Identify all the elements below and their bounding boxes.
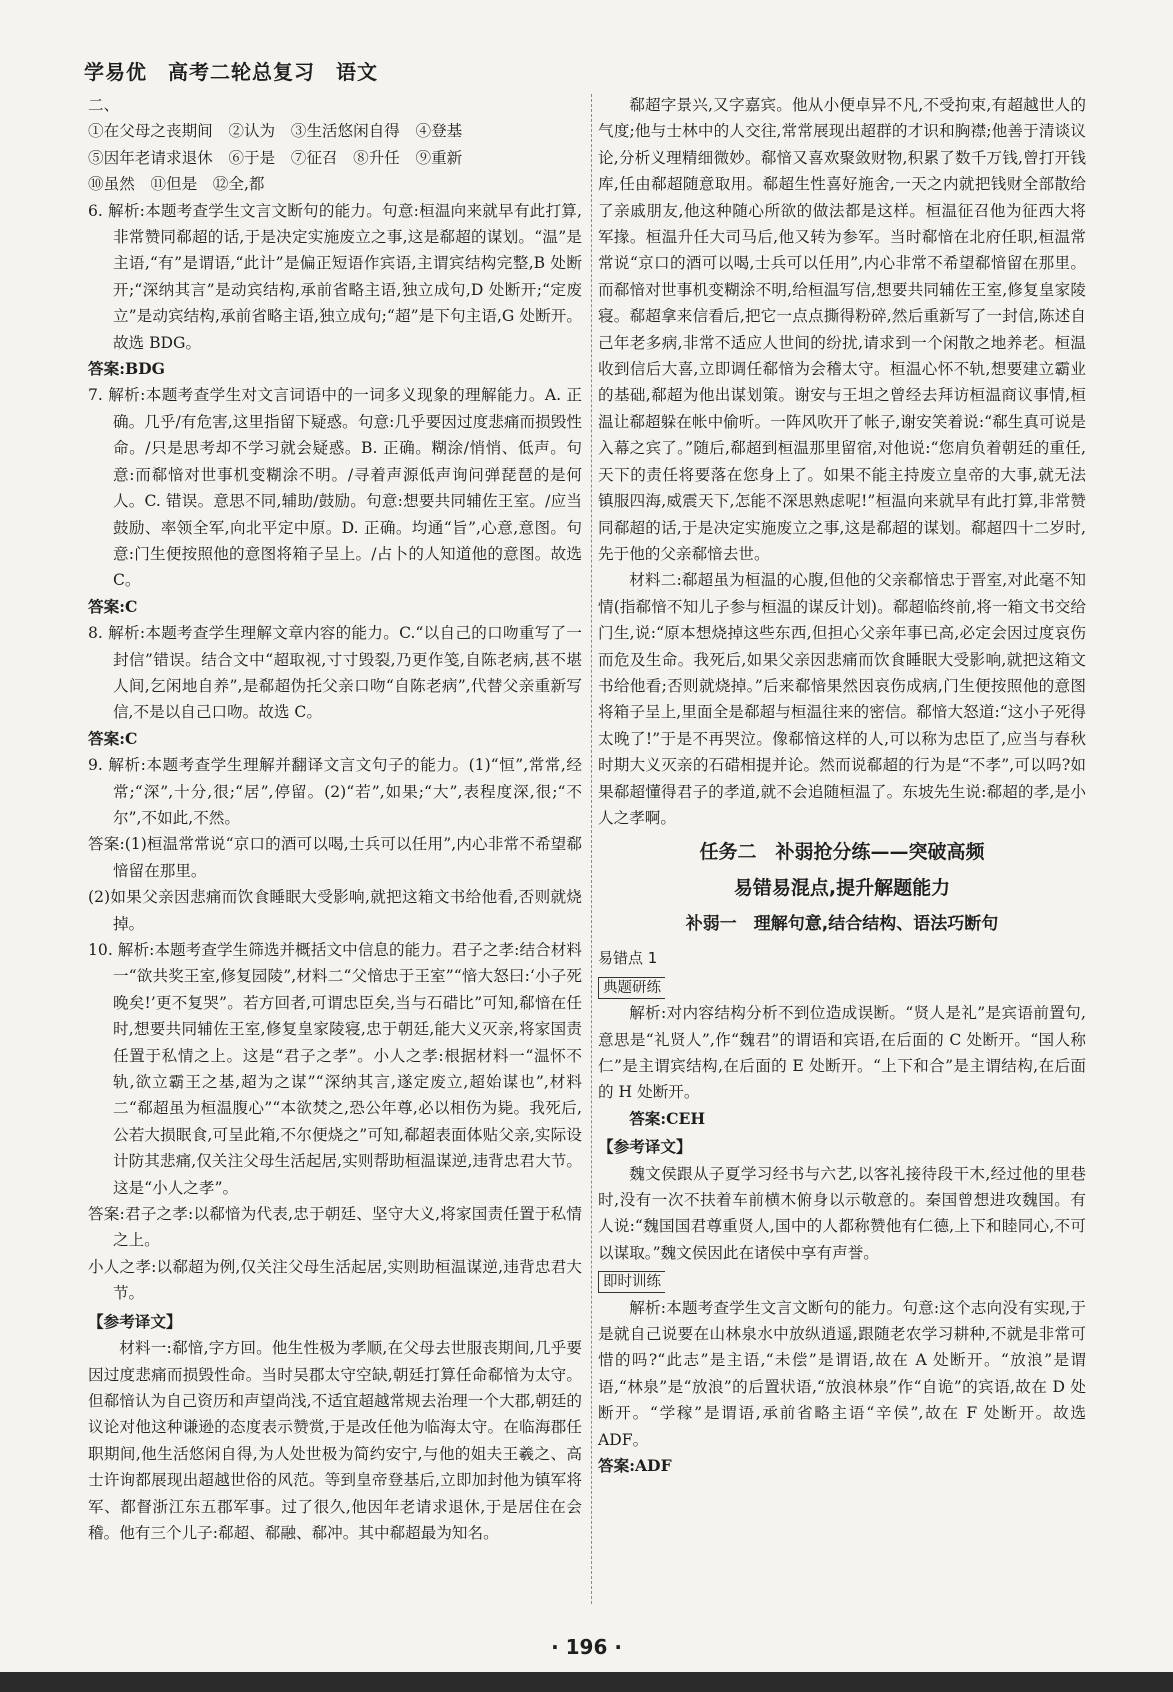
material-one-translation: 材料一:郗愔,字方回。他生性极为孝顺,在父母去世服丧期间,几乎要因过度悲痛而损毁性命。当时吴郡太守空缺,朝廷打算任命郗愔为太守。但郗愔认为自己资历和声望尚浅,不适宜超越常规去治理一个大郡,朝廷的议论对他这种谦逊的态度表示赞赏,于是改任他为临海太守。在临海郡任职期间,他生活悠闲自得,为人处世极为简约安宁,与他的姐夫王羲之、高士许询都展现出超越世俗的风范。等到皇帝登基后,立即加封他为镇军将军、都督浙江东五郡军事。过了很久,他因年老请求退休,于是居住在会稽。他有三个儿子:郗超、郗融、郗冲。其中郗超最为知名。 [88,1339,582,1542]
q10-analysis: 10. 解析:本题考查学生筛选并概括文中信息的能力。君子之孝:结合材料一“欲共奖王室,修复园陵”,材料二“父愔忠于王室”“愔大怒曰:‘小子死晚矣!’更不复哭”。若方回者,可谓忠臣矣,当与石碏比”可知,郗愔在任时,想要共同辅佐王室,修复皇家陵寝,忠于朝廷,能大义灭亲,将家国责任置于私情之上。这是“君子之孝”。小人之孝:根据材料一“温怀不轨,欲立霸王之基,超为之谋”“深纳其言,遂定废立,超始谋也”,材料二“郗超虽为桓温腹心”“本欲焚之,恐公年尊,必以相伤为毙。我死后,公若大损眠食,可呈此箱,不尔便烧之”可知,郗超表面体贴父亲,实际设计防其悲痛,仅关注父母生活起居,实则帮助桓温谋逆,违背忠君大节。这是“小人之孝”。 [88,941,582,1197]
q10-answer-2: 小人之孝:以郗超为例,仅关注父母生活起居,实则助桓温谋逆,违背忠君大节。 [88,1257,582,1303]
q8-analysis: 8. 解析:本题考查学生理解文章内容的能力。C.“以自己的口吻重写了一封信”错误。结合文中“超取视,寸寸毁裂,乃更作笺,自陈老病,甚不堪人间,乞闲地自养”,是郗超伪托父亲口吻“自陈老病”,代替父亲重新写信,不是以自己口吻。故选 C。 [88,624,582,722]
q7-analysis: 7. 解析:本题考查学生对文言词语中的一词多义现象的理解能力。A. 正确。几乎/有危害,这里指留下疑惑。句意:几乎要因过度悲痛而损毁性命。/只是思考却不学习就会疑惑。B. 正确。糊涂/悄悄、低声。句意:而郗愔对世事机变糊涂不明。/寻着声源低声询问弹琵琶的是何人。C. 错误。意思不同,辅助/鼓励。句意:想要共同辅佐王室。/应当鼓励、率领全军,向北平定中原。D. 正确。均通“旨”,心意,意图。句意:门生便按照他的意图将箱子呈上。/占卜的人知道他的意图。故选 C。 [88,386,582,590]
weak-point-one-title: 补弱一 理解句意,结合结构、语法巧断句 [685,914,999,935]
typical-question-tag: 典题研练 [598,977,665,999]
q7-answer: 答案:C [88,596,138,616]
instant-training-tag: 即时训练 [598,1271,665,1293]
q9-answer-2: (2)如果父亲因悲痛而饮食睡眠大受影响,就把这箱文书给他看,否则就烧掉。 [88,888,582,933]
q10-answer-1: 答案:君子之孝:以郗愔为代表,忠于朝廷、坚守大义,将家国责任置于私情之上。 [88,1205,582,1250]
wei-translation: 魏文侯跟从子夏学习经书与六艺,以客礼接待段干木,经过他的里巷时,没有一次不扶着车前横木俯身以示敬意的。秦国曾想进攻魏国。有人说:“魏国国君尊重贤人,国中的人都称赞他有仁德,上下和睦同心,不可以谋取。”魏文侯因此在诸侯中享有声誉。 [598,1164,1086,1262]
typical-analysis: 解析:对内容结构分析不到位造成误断。“贤人是礼”是宾语前置句,意思是“礼贤人”,作“魏君”的谓语和宾语,在后面的 C 处断开。“国人称仁”是主谓宾结构,在后面的 E 处断开。“上下和合”是主谓结构,在后面的 H 处断开。 [598,1004,1086,1102]
training-analysis: 解析:本题考查学生文言文断句的能力。句意:这个志向没有实现,于是就自己说要在山林泉水中放纵逍遥,跟随老农学习耕种,不就是非常可惜的吗?“此志”是主语,“未偿”是谓语,故在 A 处断开。“放浪”是谓语,“林泉”是“放浪”的后置状语,“放浪林泉”作“自诡”的宾语,故在 D 处断开。“学稼”是谓语,承前省略主语“辛侯”,故在 F 处断开。故选 ADF。 [598,1298,1086,1449]
section-marker: 二、 [88,96,120,114]
reference-translation-heading: 【参考译文】 [88,1311,182,1331]
scan-bottom-edge [0,1672,1173,1692]
q6-answer: 答案:BDG [88,359,165,379]
material-one-translation-cont: 郗超字景兴,又字嘉宾。他从小便卓异不凡,不受拘束,有超越世人的气度;他与士林中的人交往,常常展现出超群的才识和胸襟;他善于清谈议论,分析义理精细微妙。郗愔又喜欢聚敛财物,积累了数千万钱,曾打开钱库,任由郗超随意取用。郗超生性喜好施舍,一天之内就把钱财全部散给了亲戚朋友,他这种随心所欲的做法都是这样。桓温征召他为征西大将军掾。桓温升任大司马后,他又转为参军。当时郗愔在北府任职,桓温常常说“京口的酒可以喝,士兵可以任用”,内心非常不希望郗愔留在那里。而郗愔对世事机变糊涂不明,给桓温写信,想要共同辅佐王室,修复皇家陵寝。郗超拿来信看后,把它一点点撕得粉碎,然后重新写了一封信,陈述自己年老多病,非常不适应人世间的纷扰,请求到一个闲散之地养老。桓温收到信后大喜,立即调任郗愔为会稽太守。桓温心怀不轨,想要建立霸业的基础,郗超为他出谋划策。谢安与王坦之曾经去拜访桓温商议事情,桓温让郗超躲在帐中偷听。一阵风吹开了帐子,谢安笑着说:“郗生真可说是入幕之宾了。”随后,郗超到桓温那里留宿,对他说:“您肩负着朝廷的重任,天下的责任将要落在您身上了。如果不能主持废立皇帝的大事,就无法镇服四海,威震天下,怎能不深思熟虑呢!”桓温向来就早有此打算,非常赞同郗超的话,于是决定实施废立之事,这是郗超的谋划。郗超四十二岁时,先于他的父亲郗愔去世。 [598,96,1086,563]
q9-answer-1: 答案:(1)桓温常常说“京口的酒可以喝,士兵可以任用”,内心非常不希望郗愔留在那里。 [88,835,582,880]
column-divider [591,94,592,1604]
vocab-answer-line: ⑩虽然 ⑪但是 ⑫全,都 [88,175,265,194]
reference-translation-heading-2: 【参考译文】 [598,1137,692,1157]
task-two-title-line2: 易错易混点,提升解题能力 [733,877,951,900]
vocab-answer-line: ⑤因年老请求退休 ⑥于是 ⑦征召 ⑧升任 ⑨重新 [88,148,463,167]
error-point-label: 易错点 1 [598,949,658,968]
training-answer: 答案:ADF [598,1456,672,1476]
material-two-translation: 材料二:郗超虽为桓温的心腹,但他的父亲郗愔忠于晋室,对此毫不知情(指郗愔不知儿子参与桓温的谋反计划)。郗超临终前,将一箱文书交给门生,说:“原本想烧掉这些东西,但担心父亲年事已高,必定会因过度哀伤而危及生命。我死后,如果父亲因悲痛而饮食睡眠大受影响,就把这箱文书给他看;否则就烧掉。”后来郗愔果然因哀伤成病,门生便按照他的意图将箱子呈上,里面全是郗超与桓温往来的密信。郗愔大怒道:“这小子死得太晚了!”于是不再哭泣。像郗愔这样的人,可以称为忠臣了,应当与春秋时期大义灭亲的石碏相提并论。然而说郗超的行为是“不孝”,可以吗?如果郗超懂得君子的孝道,就不会追随桓温了。东坡先生说:郗超的孝,是小人之孝啊。 [598,571,1086,827]
vocab-answer-line: ①在父母之丧期间 ②认为 ③生活悠闲自得 ④登基 [88,122,463,141]
typical-answer: 答案:CEH [629,1108,706,1128]
book-header: 学易优 高考二轮总复习 语文 [84,60,378,84]
task-two-title-line1: 任务二 补弱抢分练——突破高频 [699,841,985,864]
q8-answer: 答案:C [88,728,138,748]
q6-analysis: 6. 解析:本题考查学生文言文断句的能力。句意:桓温向来就早有此打算,非常赞同郗超的话,于是决定实施废立之事,这是郗超的谋划。“温”是主语,“有”是谓语,“此计”是偏正短语作宾语,主谓宾结构完整,B 处断开;“深纳其言”是动宾结构,承前省略主语,独立成句,D 处断开;“定废立”是动宾结构,承前省略主语,独立成句;“超”是下句主语,G 处断开。故选 BDG。 [88,201,582,352]
page-number: · 196 · [551,1635,622,1659]
right-column [598,92,1086,1480]
q9-analysis: 9. 解析:本题考查学生理解并翻译文言文句子的能力。(1)“恒”,常常,经常;“深”,十分,很;“居”,停留。(2)“若”,如果;“大”,表程度深,很;“不尔”,不如此,不然。 [88,756,582,827]
left-column [88,92,582,1546]
